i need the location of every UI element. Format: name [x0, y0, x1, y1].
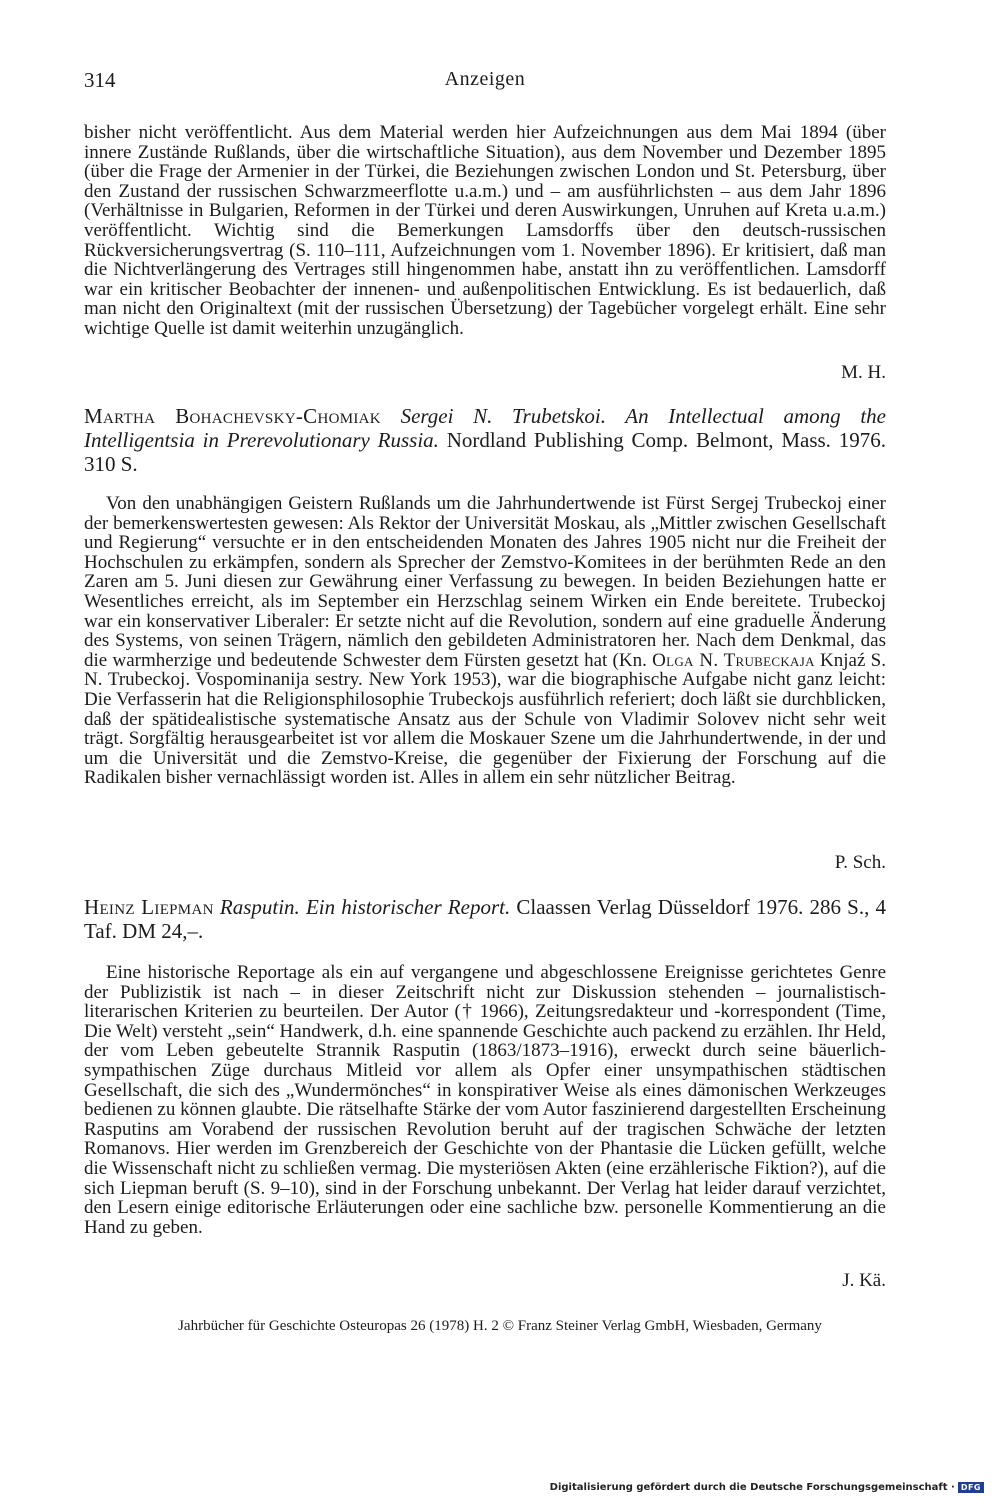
- review-author: Martha Bohachevsky-Chomiak: [84, 404, 381, 428]
- review-signature: P. Sch.: [834, 852, 886, 873]
- digitization-text: Digitalisierung gefördert durch die Deutsche Forschungsgemeinschaft ·: [549, 1482, 955, 1493]
- journal-footer: Jahrbücher für Geschichte Osteuropas 26 (1978) H. 2 © Franz Steiner Verlag GmbH, Wiesbaden, Germany: [178, 1318, 822, 1334]
- page-number: 314: [84, 68, 116, 92]
- review-text-part: Von den unabhängigen Geistern Rußlands um die Jahrhundertwende ist Fürst Sergej Trubeckoj einer der bemerkenswertesten gewesen: Als Rektor der Universität Moskau, als „Mittler zwischen Gesellschaft und Regierung“ versuchte er in den entscheidenden Monaten des Jahres 1905 nicht nur die Freiheit der Hochschulen zu erkämpfen, sondern als Sprecher der Zemstvo-Komitees in der berühmten Rede an den Zaren am 5. Juni diesen zur Gewährung einer Verfassung zu bewegen. In beiden Beziehungen hatte er Wesentliches erreicht, als im September ein Herzschlag seinem Wirken ein Ende bereitete. Trubeckoj war ein konservativer Liberaler: Er setzte nicht auf die Revolution, sondern auf eine graduelle Änderung des Systems, von seinen Trägern, nämlich den gebildeten Administratoren her. Nach dem Denkmal, das die warmherzige und bedeutende Schwester dem Fürsten gesetzt hat (Kn.: [84, 493, 886, 671]
- publication-details: Claassen Verlag Düsseldorf 1976. 286 S., 4 Taf. DM 24,–.: [84, 895, 887, 943]
- review-text: Eine historische Reportage als ein auf vergangene und abgeschlossene Ereignisse gerichtetes Genre der Publizistik ist nach – in dieser Zeitschrift nicht zur Diskussion stehenden – journalistisch-literarischen Kriterien zu beurteilen. Der Autor († 1966), Zeitungsredakteur und -korrespondent (Time, Die Welt) versteht „sein“ Handwerk, d.h. eine spannende Geschichte auch packend zu erzählen. Ihr Held, der vom Leben gebeutelte Strannik Rasputin (1863/1873–1916), erweckt durch seine bäuerlich-sympathischen Züge durchaus Mitleid vor allem als Opfer einer unsympathischen städtischen Gesellschaft, die sich des „Wundermönches“ in konspirativer Weise als eines dämonischen Werkzeuges bedienen zu können glaubte. Die rätselhafte Stärke der vom Autor faszinierend dargestellten Erscheinung Rasputins am Vorabend der russischen Revolution beruht auf der tragischen Schwäche der letzten Romanovs. Hier werden im Grenzbereich der Geschichte von der Phantasie die Lücken gefüllt, welche die Wissenschaft nicht zu schließen vermag. Die mysteriösen Akten (eine erzählerische Fiktion?), auf die sich Liepman beruft (S. 9–10), sind in der Forschung unbekannt. Der Verlag hat leider darauf verzichtet, den Lesern einige editorische Erläuterungen oder eine sachliche bzw. personelle Kommentierung an die Hand zu geben.: [84, 962, 886, 1238]
- publication-details: Nordland Publishing Comp. Belmont, Mass. 1976. 310 S.: [84, 428, 887, 476]
- review-author: Heinz Liepman: [84, 895, 214, 919]
- dfg-logo: DFG: [958, 1482, 984, 1493]
- review-continued-text: bisher nicht veröffentlicht. Aus dem Material werden hier Aufzeichnungen aus dem Mai 1894 (über innere Zustände Rußlands, über die wirtschaftliche Situation), aus dem November und Dezember 1895 (über die Frage der Armenier in der Türkei, die Beziehungen zwischen London und St. Petersburg, über den Zustand der russischen Schwarzmeerflotte u.a.m.) und – am ausführlichsten – aus dem Jahr 1896 (Verhältnisse in Bulgarien, Reformen in der Türkei und deren Auswirkungen, Unruhen auf Kreta u.a.m.) veröffentlicht. Wichtig sind die Bemerkungen Lamsdorffs über den deutsch-russischen Rückversicherungsvertrag (S. 110–111, Aufzeichnungen vom 1. November 1896). Er kritisiert, daß man die Nichtverlängerung des Vertrages still hingenommen habe, anstatt ihn zu veröffentlichen. Lamsdorff war ein kritischer Beobachter der innenen- und außenpolitischen Entwicklung. Es ist bedauerlich, daß man nicht den Originaltext (mit der russischen Übersetzung) der Tagebücher vorgelegt erhält. Eine sehr wichtige Quelle ist damit weiterhin unzugänglich.: [84, 122, 886, 339]
- bibliographic-entry: [84, 404, 886, 476]
- bibliographic-entry: [84, 895, 886, 943]
- review-text: [84, 494, 886, 788]
- review-signature: M. H.: [841, 362, 886, 383]
- digitization-note: [550, 1482, 984, 1493]
- book-title: Sergei N. Trubetskoi. An Intellectual among the Intelligentsia in Prerevolutionary Russia.: [84, 404, 886, 452]
- page-header: [84, 68, 886, 100]
- review-signature: J. Kä.: [842, 1270, 886, 1291]
- review-text-part: Knjaź S. N. Trubeckoj. Vospominanija sestry. New York 1953), war die biographische Aufgabe nicht ganz leicht: Die Verfasserin hat die Religionsphilosophie Trubeckojs ausführlich referiert; doch läßt sie durchblicken, daß der spätidealistische systematische Ansatz aus der Schule von Vladimir Solovev nicht sehr weit trägt. Sorgfältig herausgearbeitet ist vor allem die Moskauer Szene um die Jahrhundertwende, in der und um die Universität und die Zemstvo-Kreise, die gegenüber der Fixierung der Forschung auf die Radikalen bisher vernachlässigt worden ist. Alles in allem ein sehr nützlicher Beitrag.: [84, 649, 886, 789]
- book-title: Rasputin. Ein historischer Report.: [219, 895, 511, 919]
- cited-author-name: Olga N. Trubeckaja: [652, 649, 815, 671]
- running-head: Anzeigen: [444, 68, 526, 90]
